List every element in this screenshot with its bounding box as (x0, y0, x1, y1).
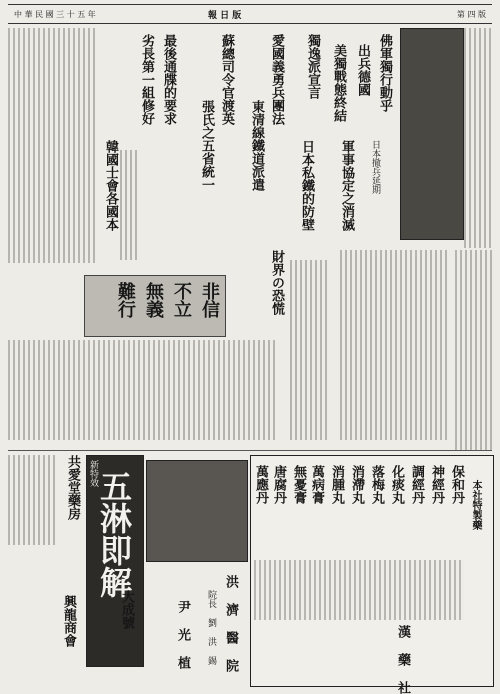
masthead (8, 4, 492, 24)
ad-item: 萬病膏 (309, 465, 324, 504)
ad-text (8, 455, 58, 545)
ad-item: 唐腐丹 (271, 465, 286, 504)
article-text (290, 260, 330, 440)
headline-5: 日本撤兵延期 (370, 140, 380, 194)
clinic-name: 洪 濟 醫 院 (223, 575, 238, 672)
ad-item: 萬應丹 (253, 465, 268, 504)
headline-12: 最後通牒的要求 (161, 34, 176, 125)
banner-col-4: 難行 (115, 282, 136, 318)
clinic-sub: 院長 劉 洪 錫 (206, 590, 216, 665)
ad-item: 無憂膏 (291, 465, 306, 504)
headline-9: 東清線鐵道派遣 (249, 100, 264, 191)
ad-item: 神經丹 (429, 465, 444, 504)
seal-image (146, 460, 248, 562)
company-1: 大成號 (119, 590, 134, 629)
ad-text (254, 560, 464, 620)
section-divider (8, 450, 492, 451)
pharmacy-name: 共愛堂藥房 (65, 455, 80, 520)
headline-2: 出兵德國 (355, 44, 370, 96)
headline-10: 蘇總司令官渡英 (219, 34, 234, 125)
person-name: 尹 光 植 (175, 600, 190, 669)
article-text (120, 150, 138, 260)
banner-col-2: 不立 (171, 282, 192, 318)
headline-1: 佛軍獨行動乎 (377, 34, 392, 112)
headline-7: 日本私鐵的防壁 (299, 140, 314, 231)
article-text (8, 28, 98, 263)
article-text (340, 250, 450, 440)
headline-11: 張氏之五省統一 (199, 100, 214, 191)
ad-item: 化痰丸 (389, 465, 404, 504)
masthead-title: 報 日 版 (208, 11, 242, 21)
medicine-ad-title: 本社特製藥 (470, 480, 481, 530)
big-ad-text: 五淋即解 (95, 470, 133, 598)
company-2: 興龍商會 (61, 595, 76, 647)
article-text (8, 340, 278, 440)
headline-15: 財界の恐慌 (269, 250, 284, 315)
headline-3: 美獨戰態終結 (331, 44, 346, 122)
big-ad-side: 新特效 (88, 460, 98, 487)
article-text (455, 250, 492, 450)
text-column-block (464, 28, 492, 248)
banner-col-3: 無義 (143, 282, 164, 318)
ad-item: 保和丹 (449, 465, 464, 504)
ad-footer: 漢 藥 社 (395, 625, 410, 694)
ad-item: 消腫丸 (329, 465, 344, 504)
headline-4: 獨逸派宣言 (305, 34, 320, 99)
ad-item: 消滯丸 (349, 465, 364, 504)
headline-13: 劣長第一組修好 (139, 34, 154, 125)
headline-8: 愛國義勇兵團法 (269, 34, 284, 125)
banner-col-1: 非信 (199, 282, 220, 318)
masthead-left: 中 華 民 國 三 十 五 年 (14, 10, 96, 19)
calligraphy-photo (400, 28, 464, 240)
masthead-right: 第 四 版 (456, 10, 486, 19)
headline-6: 軍事協定之消滅 (339, 140, 354, 231)
ad-item: 落梅丸 (369, 465, 384, 504)
ad-item: 調經丹 (409, 465, 424, 504)
headline-14: 韓國士會各國本 (103, 140, 118, 231)
